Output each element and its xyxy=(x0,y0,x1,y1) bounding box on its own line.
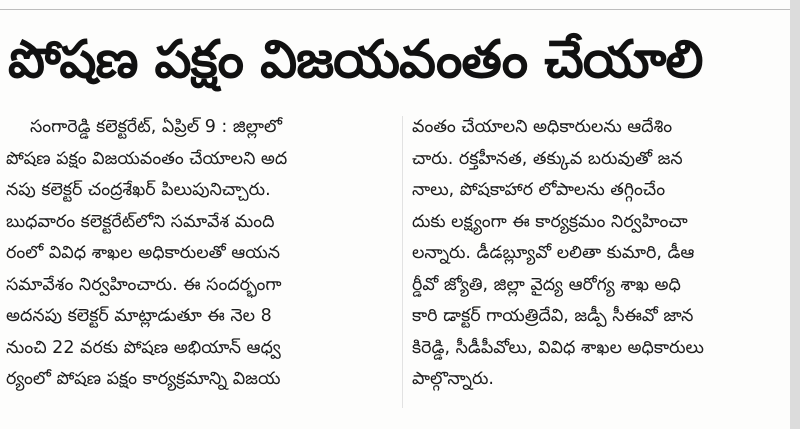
text-line: దుకు లక్ష్యంగా ఈ కార్యక్రమం నిర్వహించా xyxy=(412,211,688,232)
text-line: ర్యంలో పోషణ పక్షం కార్యక్రమాన్ని విజయ xyxy=(6,369,281,389)
text-line: వంతం చేయాలని అధికారులను ఆదేశిం xyxy=(412,117,673,137)
article-column-right xyxy=(412,112,790,396)
text-line: నాలు, పోషకాహార లోపాలను తగ్గించేం xyxy=(412,180,666,200)
text-line: బుధవారం కలెక్టరేట్‌లోని సమావేశ మంది xyxy=(6,211,275,232)
article-column-left xyxy=(6,112,396,396)
article-headline: పోషణ పక్షం విజయవంతం చేయాలి xyxy=(8,30,703,90)
text-line: సమావేశం నిర్వహించారు. ఈ సందర్భంగా xyxy=(6,274,282,295)
text-line: రంలో వివిధ శాఖల అధికారులతో ఆయన xyxy=(6,243,281,263)
text-line: పోషణ పక్షం విజయవంతం చేయాలని అద xyxy=(6,148,288,169)
text-line: కారి డాక్టర్ గాయత్రిదేవి, జడ్పీ సీఈవో జాన xyxy=(412,306,694,326)
text-line: చారు. రక్తహీనత, తక్కువ బరువుతో జన xyxy=(412,148,683,169)
text-line: నుంచి 22 వరకు పోషణ అభియాన్ ఆధ్వ xyxy=(6,337,281,358)
text-line: నపు కలెక్టర్ చంద్రశేఖర్ పిలుపునిచ్చారు. xyxy=(6,180,271,200)
text-line: లన్నారు. డీడబ్ల్యూవో లలితా కుమారి, డీఆ xyxy=(412,243,695,263)
column-divider xyxy=(402,116,403,408)
page-edge xyxy=(790,0,800,429)
top-rule xyxy=(0,9,790,10)
text-line: పాల్గొన్నారు. xyxy=(412,369,494,389)
text-line: ర్డీవో జ్యోతి, జిల్లా వైద్య ఆరోగ్య శాఖ అధి xyxy=(412,274,681,295)
text-line: సంగారెడ్డి కలెక్టరేట్, ఏప్రిల్ 9 : జిల్లాలో xyxy=(30,117,282,137)
text-line: అదనపు కలెక్టర్ మాట్లాడుతూ ఈ నెల 8 xyxy=(6,306,272,326)
text-line: కిరెడ్డి, సీడీపీవోలు, వివిధ శాఖల అధికారులు xyxy=(412,337,704,358)
